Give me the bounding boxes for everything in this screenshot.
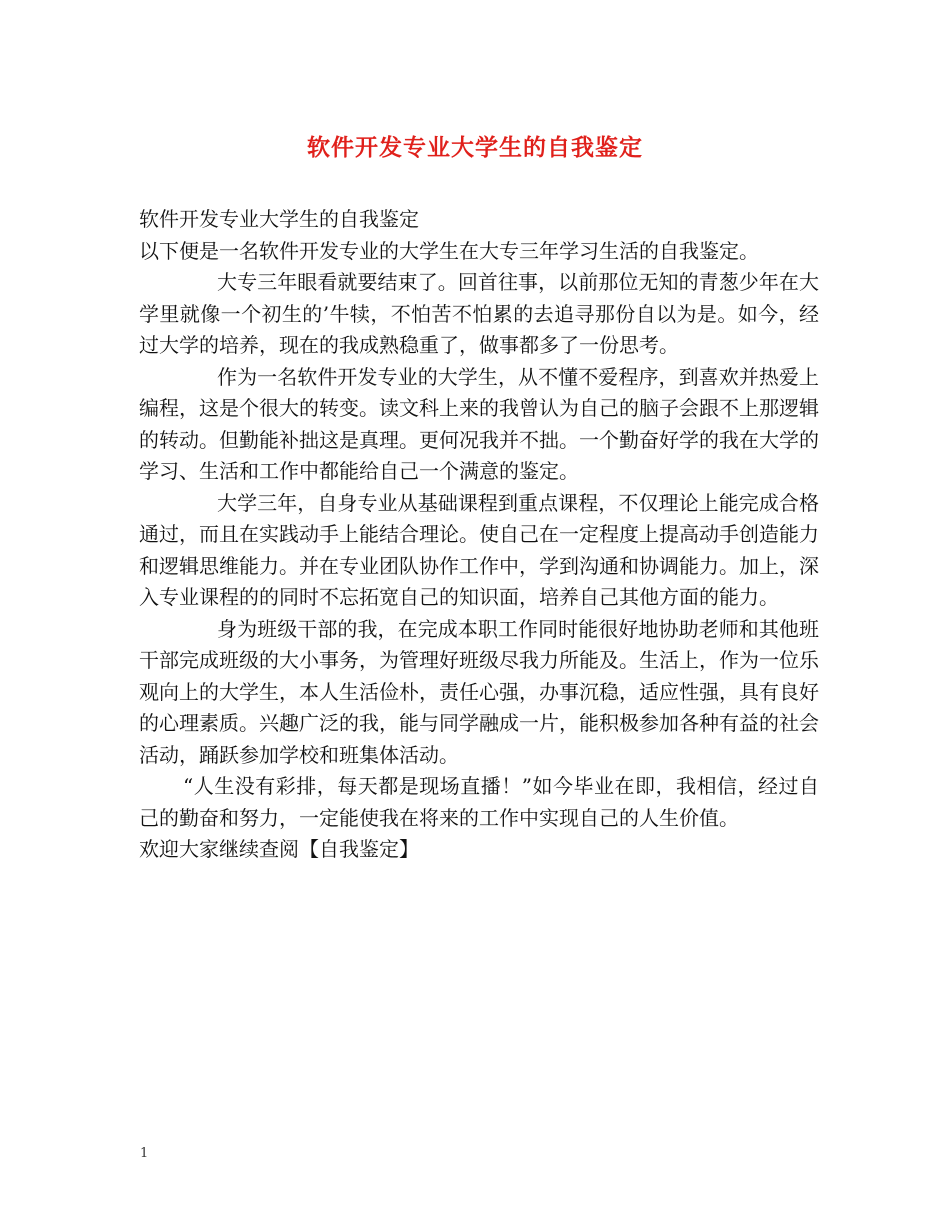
body-paragraph: 身为班级干部的我，在完成本职工作同时能很好地协助老师和其他班干部完成班级的大小事务，为管理好班级尽我力所能及。生活上，作为一位乐观向上的大学生，本人生活俭朴，责任心强，办事沉稳，适应性强，具有良好的心理素质。兴趣广泛的我，能与同学融成一片，能积极参加各种有益的社会活动，踊跃参加学校和班集体活动。 bbox=[139, 616, 819, 767]
quote-paragraph: “人生没有彩排，每天都是现场直播！”如今毕业在即，我相信，经过自己的勤奋和努力，一定能使我在将来的工作中实现自己的人生价值。 bbox=[139, 774, 819, 830]
document-body bbox=[139, 204, 819, 866]
intro-line: 以下便是一名软件开发专业的大学生在大专三年学习生活的自我鉴定。 bbox=[139, 238, 759, 263]
body-paragraph: 大专三年眼看就要结束了。回首往事，以前那位无知的青葱少年在大学里就像一个初生的’牛犊，不怕苦不怕累的去追寻那份自以为是。如今，经过大学的培养，现在的我成熟稳重了，做事都多了一份思考。 bbox=[139, 270, 819, 357]
body-paragraph: 作为一名软件开发专业的大学生，从不懂不爱程序，到喜欢并热爱上编程，这是个很大的转变。读文科上来的我曾认为自己的脑子会跟不上那逻辑的转动。但勤能补拙这是真理。更何况我并不拙。一个勤奋好学的我在大学的学习、生活和工作中都能给自己一个满意的鉴定。 bbox=[139, 364, 819, 483]
closing-line: 欢迎大家继续查阅【自我鉴定】 bbox=[139, 837, 419, 861]
body-paragraph: 大学三年，自身专业从基础课程到重点课程，不仅理论上能完成合格通过，而且在实践动手上能结合理论。使自己在一定程度上提高动手创造能力和逻辑思维能力。并在专业团队协作工作中，学到沟通和协调能力。加上，深入专业课程的的同时不忘拓宽自己的知识面，培养自己其他方面的能力。 bbox=[139, 490, 819, 609]
intro-line: 软件开发专业大学生的自我鉴定 bbox=[139, 207, 419, 231]
page-number: 1 bbox=[140, 1146, 149, 1161]
document-title: 软件开发专业大学生的自我鉴定 bbox=[307, 134, 643, 161]
